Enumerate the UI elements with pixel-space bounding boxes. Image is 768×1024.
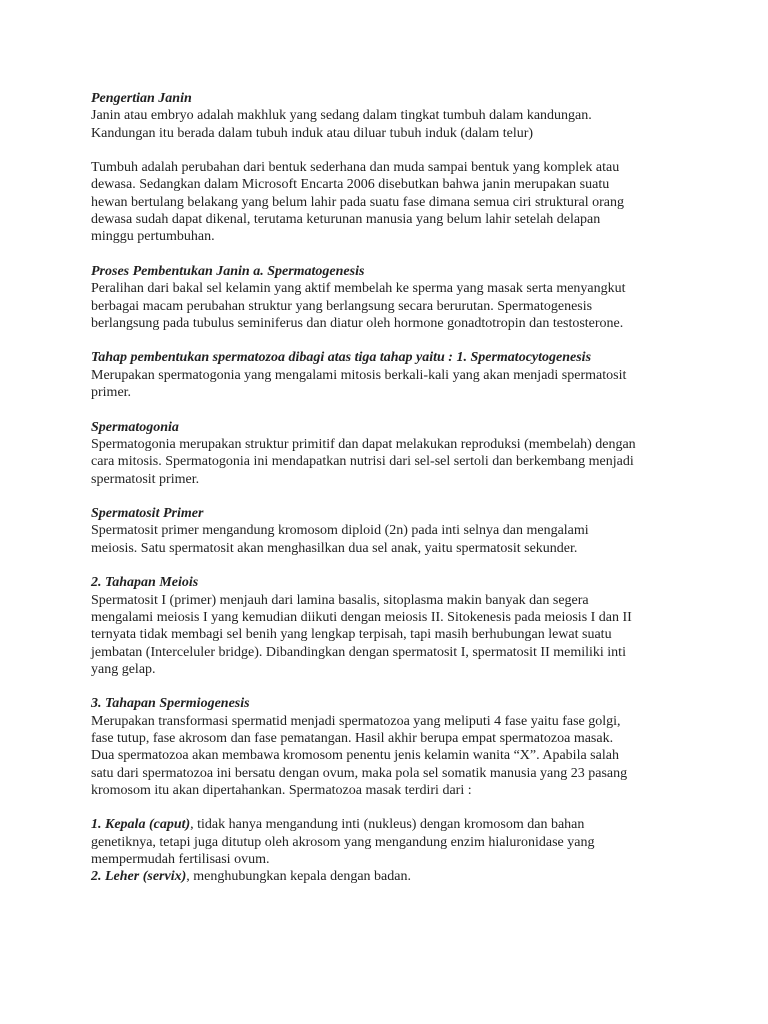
- list-item-term: 1. Kepala (caput): [91, 817, 191, 833]
- text-line: Peralihan dari bakal sel kelamin yang aktif membelah ke sperma yang masak serta menyangkut: [91, 281, 626, 297]
- document-page: [91, 90, 691, 886]
- section-spermatosit-primer: [91, 505, 691, 557]
- text-line: Kandungan itu berada dalam tubuh induk atau diluar tubuh induk (dalam telur): [91, 125, 534, 141]
- text-line: Tumbuh adalah perubahan dari bentuk sederhana dan muda sampai bentuk yang komplek atau: [91, 160, 620, 176]
- text-line: Spermatosit primer mengandung kromosom diploid (2n) pada inti selnya dan mengalami: [91, 523, 589, 539]
- list-item: [91, 868, 691, 885]
- list-item-term: 2. Leher (servix): [91, 869, 187, 885]
- section-paragraph: [91, 107, 691, 142]
- section-heading: Tahap pembentukan spermatozoa dibagi atas tiga tahap yaitu : 1. Spermatocytogenesis: [91, 350, 592, 366]
- list-item-first-line: [91, 816, 691, 833]
- section-heading: Proses Pembentukan Janin a. Spermatogenesis: [91, 263, 365, 279]
- text-line: dewasa. Sedangkan dalam Microsoft Encarta 2006 disebutkan bahwa janin merupakan suatu: [91, 177, 610, 193]
- section-heading: Pengertian Janin: [91, 91, 192, 106]
- section-paragraph: [91, 522, 691, 557]
- section-heading: 2. Tahapan Meiois: [91, 575, 199, 591]
- section-paragraph: [91, 713, 691, 799]
- text-line: ternyata tidak membagi sel benih yang lengkap terpisah, tapi masih berhubungan lewat suatu: [91, 627, 612, 643]
- section-tahap-pembentukan: [91, 349, 691, 401]
- section-tumbuh: [91, 159, 691, 245]
- text-line: satu dari spermatozoa ini bersatu dengan ovum, maka pola sel somatik manusia yang 23 pasang: [91, 765, 628, 781]
- section-paragraph: [91, 367, 691, 402]
- text-line: meiosis. Satu spermatosit akan menghasilkan dua sel anak, yaitu spermatosit sekunder.: [91, 540, 578, 556]
- text-line: mempermudah fertilisasi ovum.: [91, 852, 270, 868]
- text-line: hewan bertulang belakang yang belum lahir pada suatu fase dimana semua ciri struktural orang: [91, 194, 624, 210]
- text-line: fase tutup, fase akrosom dan fase pematangan. Hasil akhir berupa empat spermatozoa masak.: [91, 730, 614, 746]
- text-line: Dua spermatozoa akan membawa kromosom penentu jenis kelamin wanita “X”. Apabila salah: [91, 748, 619, 764]
- text-line: genetiknya, tetapi juga ditutup oleh akrosom yang mengandung enzim hialuronidase yang: [91, 834, 595, 850]
- text-line: Janin atau embryo adalah makhluk yang sedang dalam tingkat tumbuh dalam kandungan.: [91, 108, 592, 124]
- section-proses-pembentukan: [91, 263, 691, 332]
- section-heading: Spermatogonia: [91, 419, 179, 435]
- list-item: [91, 816, 691, 868]
- text-line: yang gelap.: [91, 661, 156, 677]
- section-spermatogonia: [91, 419, 691, 488]
- section-heading: 3. Tahapan Spermiogenesis: [91, 696, 250, 712]
- section-tahapan-meiois: [91, 574, 691, 678]
- list-item-text: , menghubungkan kepala dengan badan.: [186, 869, 411, 885]
- section-paragraph: [91, 280, 691, 332]
- text-line: Merupakan transformasi spermatid menjadi spermatozoa yang meliputi 4 fase yaitu fase golgi,: [91, 713, 621, 729]
- text-line: cara mitosis. Spermatogonia ini mendapatkan nutrisi dari sel-sel sertoli dan berkembang menjadi: [91, 454, 634, 470]
- section-paragraph: [91, 159, 691, 245]
- spermatozoa-parts-list: [91, 816, 691, 885]
- section-paragraph: [91, 592, 691, 678]
- text-line: Spermatogonia merupakan struktur primitif dan dapat melakukan reproduksi (membelah) dengan: [91, 436, 636, 452]
- text-line: kromosom itu akan dipertahankan. Spermatozoa masak terdiri dari :: [91, 782, 472, 798]
- list-item-first-line: [91, 868, 691, 885]
- text-line: Merupakan spermatogonia yang mengalami mitosis berkali-kali yang akan menjadi spermatosit: [91, 367, 627, 383]
- list-item-text: , tidak hanya mengandung inti (nukleus) dengan kromosom dan bahan: [190, 817, 585, 833]
- text-line: dewasa sudah dapat dikenal, terutama keturunan manusia yang belum lahir setelah delapan: [91, 212, 601, 228]
- section-heading: Spermatosit Primer: [91, 506, 204, 522]
- text-line: minggu pertumbuhan.: [91, 229, 215, 245]
- text-line: berbagai macam perubahan struktur yang berlangsung secara berurutan. Spermatogenesis: [91, 298, 593, 314]
- text-line: primer.: [91, 385, 132, 401]
- text-line: berlangsung pada tubulus seminiferus dan diatur oleh hormone gonadtotropin dan testosterone.: [91, 315, 624, 331]
- text-line: jembatan (Interceluler bridge). Dibandingkan dengan spermatosit I, spermatosit II memiliki inti: [91, 644, 626, 660]
- section-tahapan-spermiogenesis: [91, 695, 691, 799]
- section-paragraph: [91, 436, 691, 488]
- text-line: mengalami meiosis I yang kemudian diikuti dengan meiosis II. Sitokenesis pada meiosis I dan II: [91, 609, 632, 625]
- section-pengertian-janin: [91, 90, 691, 142]
- text-line: spermatosit primer.: [91, 471, 200, 487]
- text-line: Spermatosit I (primer) menjauh dari lamina basalis, sitoplasma makin banyak dan segera: [91, 592, 589, 608]
